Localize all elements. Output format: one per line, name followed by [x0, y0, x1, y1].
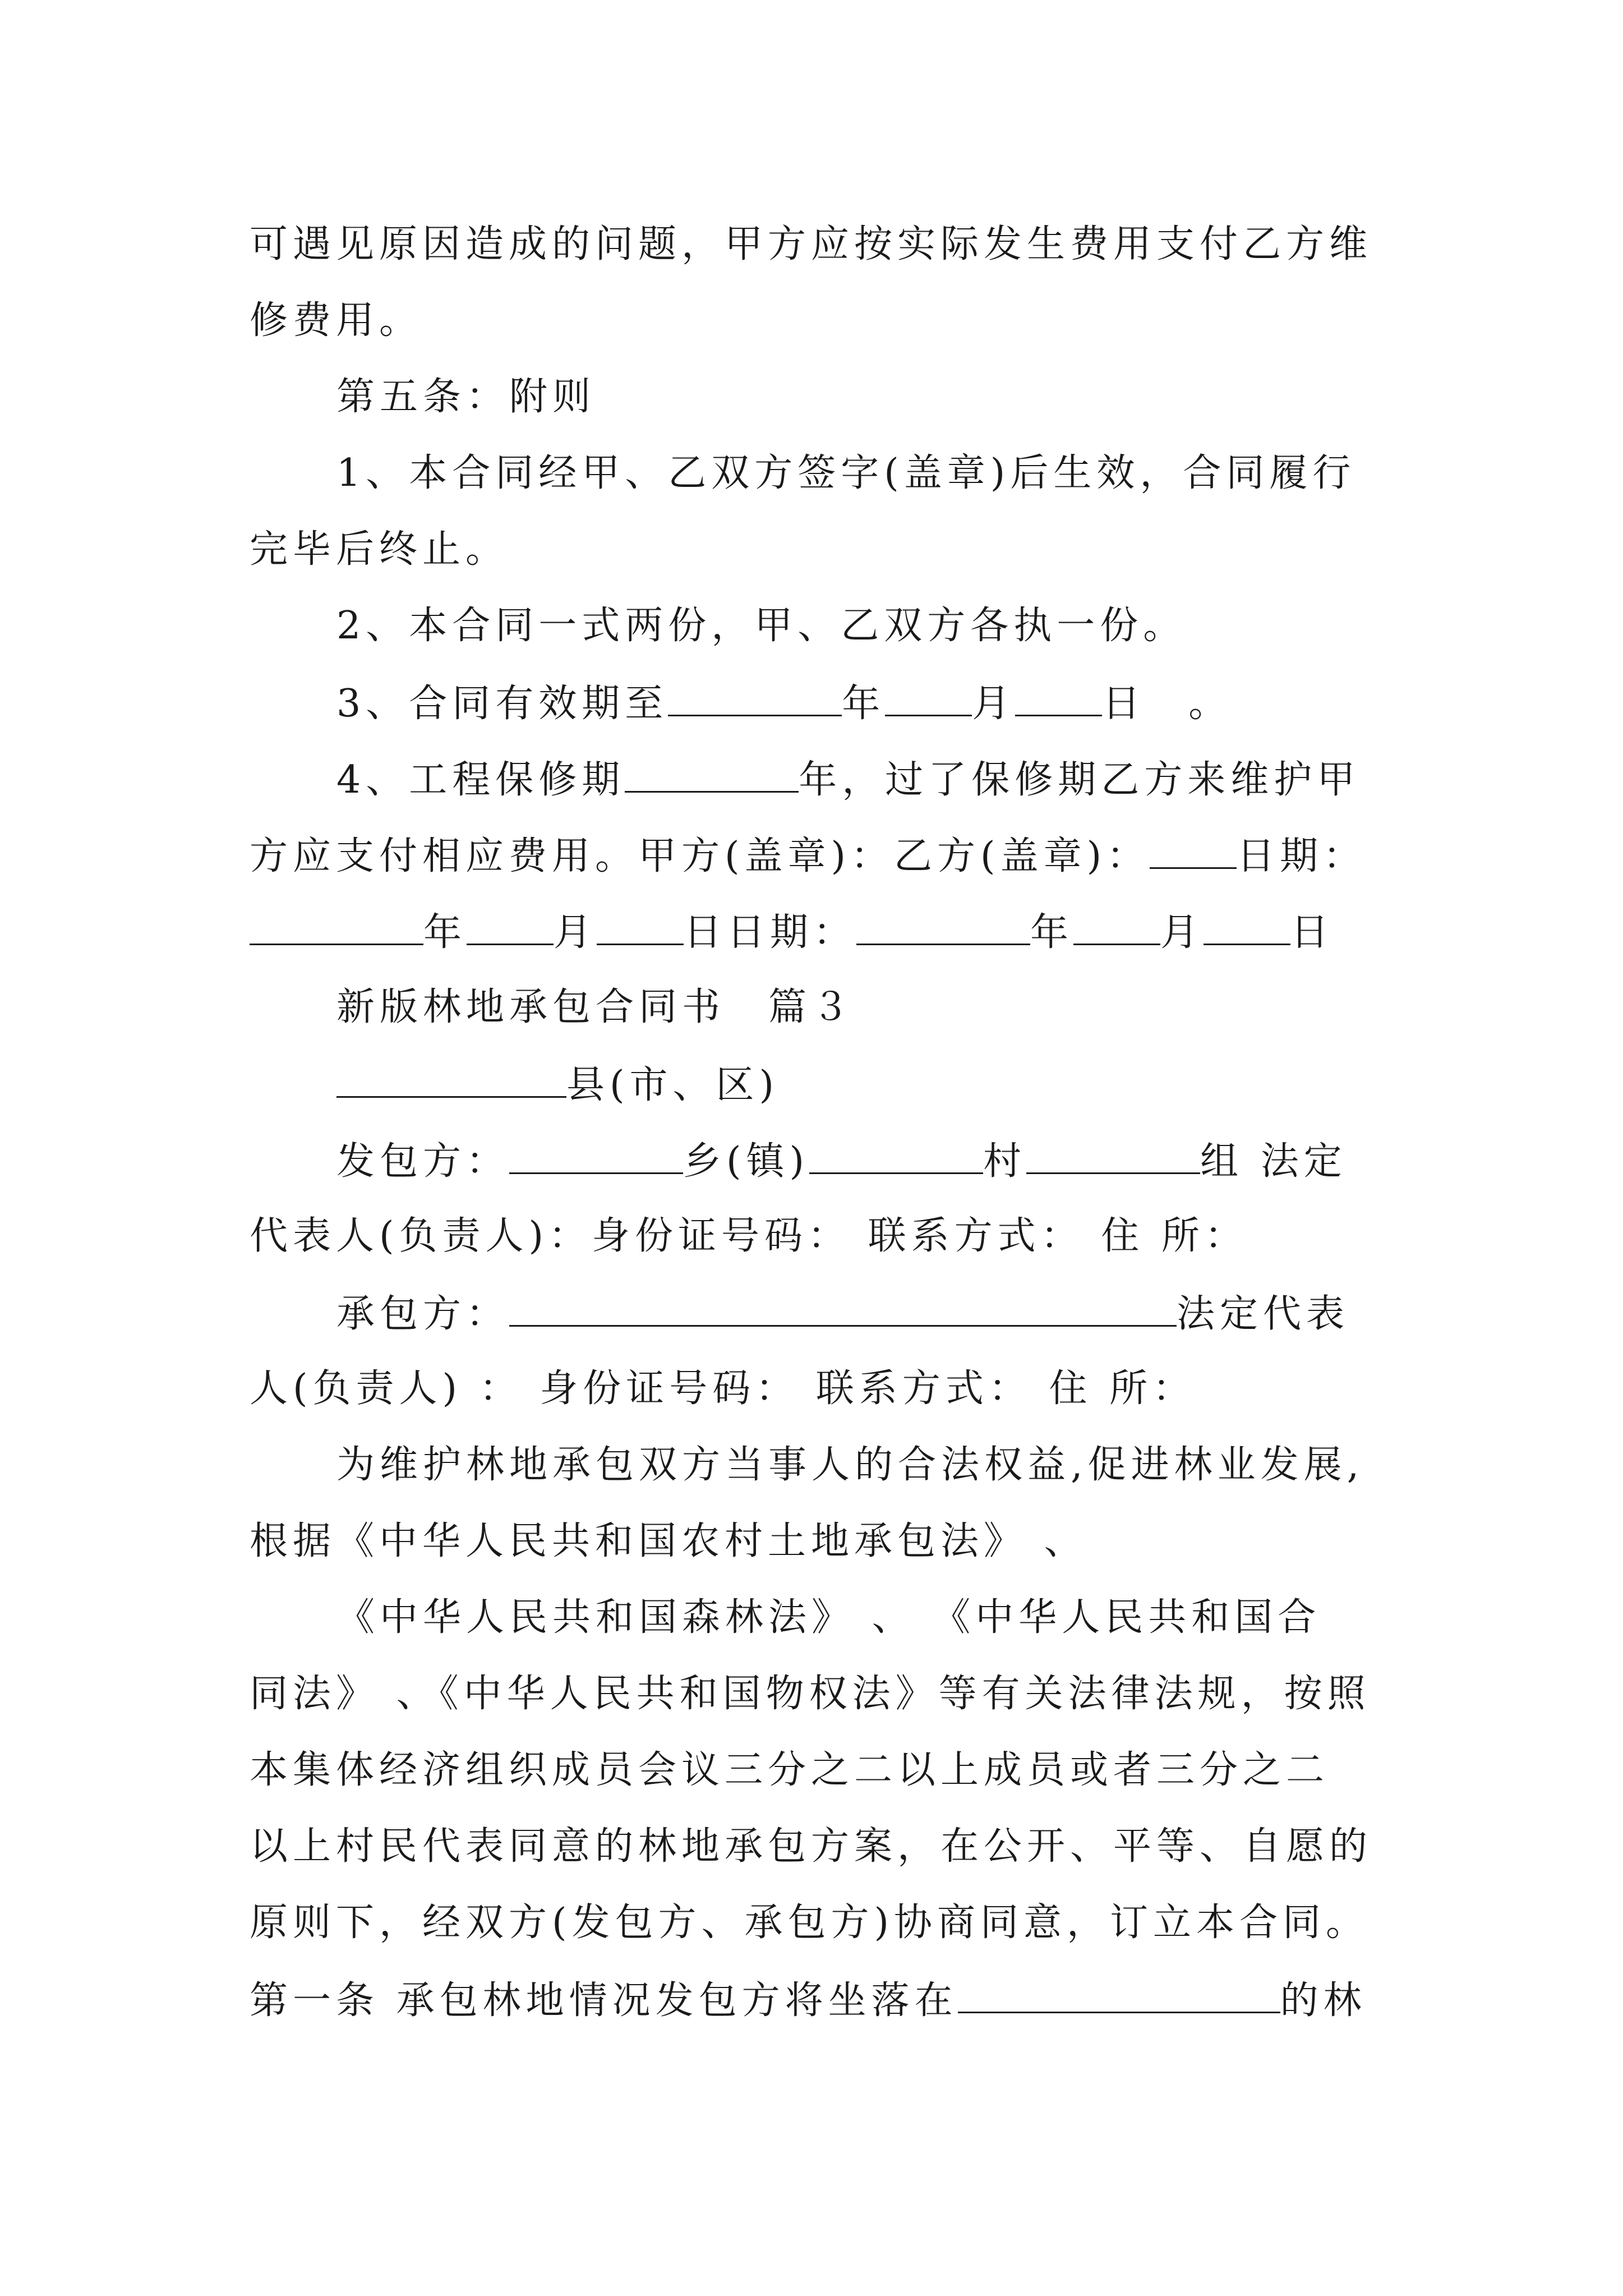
- text-line: 完毕后终止。: [250, 527, 509, 572]
- fill-in-blank[interactable]: [250, 909, 423, 945]
- fill-in-blank[interactable]: [625, 756, 799, 793]
- text-line: 4、工程保修期 年，过了保修期乙方来维护甲: [336, 756, 1360, 803]
- text-line: 县(市、区): [336, 1061, 779, 1108]
- text-line: 年 月 日日期： 年 月 日: [250, 909, 1334, 955]
- fill-in-blank[interactable]: [1015, 680, 1102, 716]
- text-line: 为维护林地承包双方当事人的合法权益,促进林业发展,: [336, 1443, 1364, 1487]
- text-line: 发包方： 乡(镇) 村 组 法定: [336, 1138, 1347, 1184]
- text-line: 第一条 承包林地情况发包方将坐落在 的林: [250, 1977, 1367, 2023]
- text-line: 原则下，经双方(发包方、承包方)协商同意，订立本合同。: [250, 1901, 1370, 1945]
- text-line: 《中华人民共和国森林法》 、 《中华人民共和国合: [336, 1595, 1321, 1640]
- fill-in-blank[interactable]: [467, 909, 554, 945]
- text-line: 修费用。: [250, 298, 423, 343]
- fill-in-blank[interactable]: [1150, 832, 1237, 869]
- text-line: 人(负责人) ： 身份证号码： 联系方式： 住 所：: [250, 1366, 1196, 1411]
- text-line: 根据《中华人民共和国农村土地承包法》 、: [250, 1519, 1087, 1563]
- text-line: 承包方： 法定代表: [336, 1290, 1349, 1337]
- text-line: 2、本合同一式两份，甲、乙双方各执一份。: [336, 604, 1187, 648]
- fill-in-blank[interactable]: [597, 909, 684, 945]
- text-line: 以上村民代表同意的林地承包方案，在公开、平等、自愿的: [250, 1824, 1373, 1869]
- fill-in-blank[interactable]: [509, 1290, 1177, 1327]
- fill-in-blank[interactable]: [885, 680, 972, 716]
- fill-in-blank[interactable]: [1204, 909, 1290, 945]
- text-line: 代表人(负责人)：身份证号码： 联系方式： 住 所：: [250, 1214, 1248, 1258]
- fill-in-blank[interactable]: [809, 1138, 983, 1174]
- text-line: 3、合同有效期至 年 月 日 。: [336, 680, 1232, 726]
- text-line: 可遇见原因造成的问题，甲方应按实际发生费用支付乙方维: [250, 222, 1373, 266]
- fill-in-blank[interactable]: [509, 1138, 683, 1174]
- fill-in-blank[interactable]: [958, 1977, 1280, 2013]
- fill-in-blank[interactable]: [668, 680, 842, 716]
- fill-in-blank[interactable]: [1026, 1138, 1200, 1174]
- section-heading: 第五条：附则: [336, 375, 596, 419]
- text-line: 同法》 、《中华人民共和国物权法》等有关法律法规，按照: [250, 1672, 1371, 1716]
- fill-in-blank[interactable]: [336, 1061, 566, 1098]
- text-line: 本集体经济组织成员会议三分之二以上成员或者三分之二: [250, 1748, 1330, 1792]
- section-title: 新版林地承包合同书 篇３: [336, 985, 855, 1029]
- fill-in-blank[interactable]: [856, 909, 1030, 945]
- fill-in-blank[interactable]: [1073, 909, 1160, 945]
- text-line: 方应支付相应费用。甲方(盖章)：乙方(盖章)： 日期：: [250, 832, 1366, 879]
- text-line: 1、本合同经甲、乙双方签字(盖章)后生效，合同履行: [336, 451, 1356, 495]
